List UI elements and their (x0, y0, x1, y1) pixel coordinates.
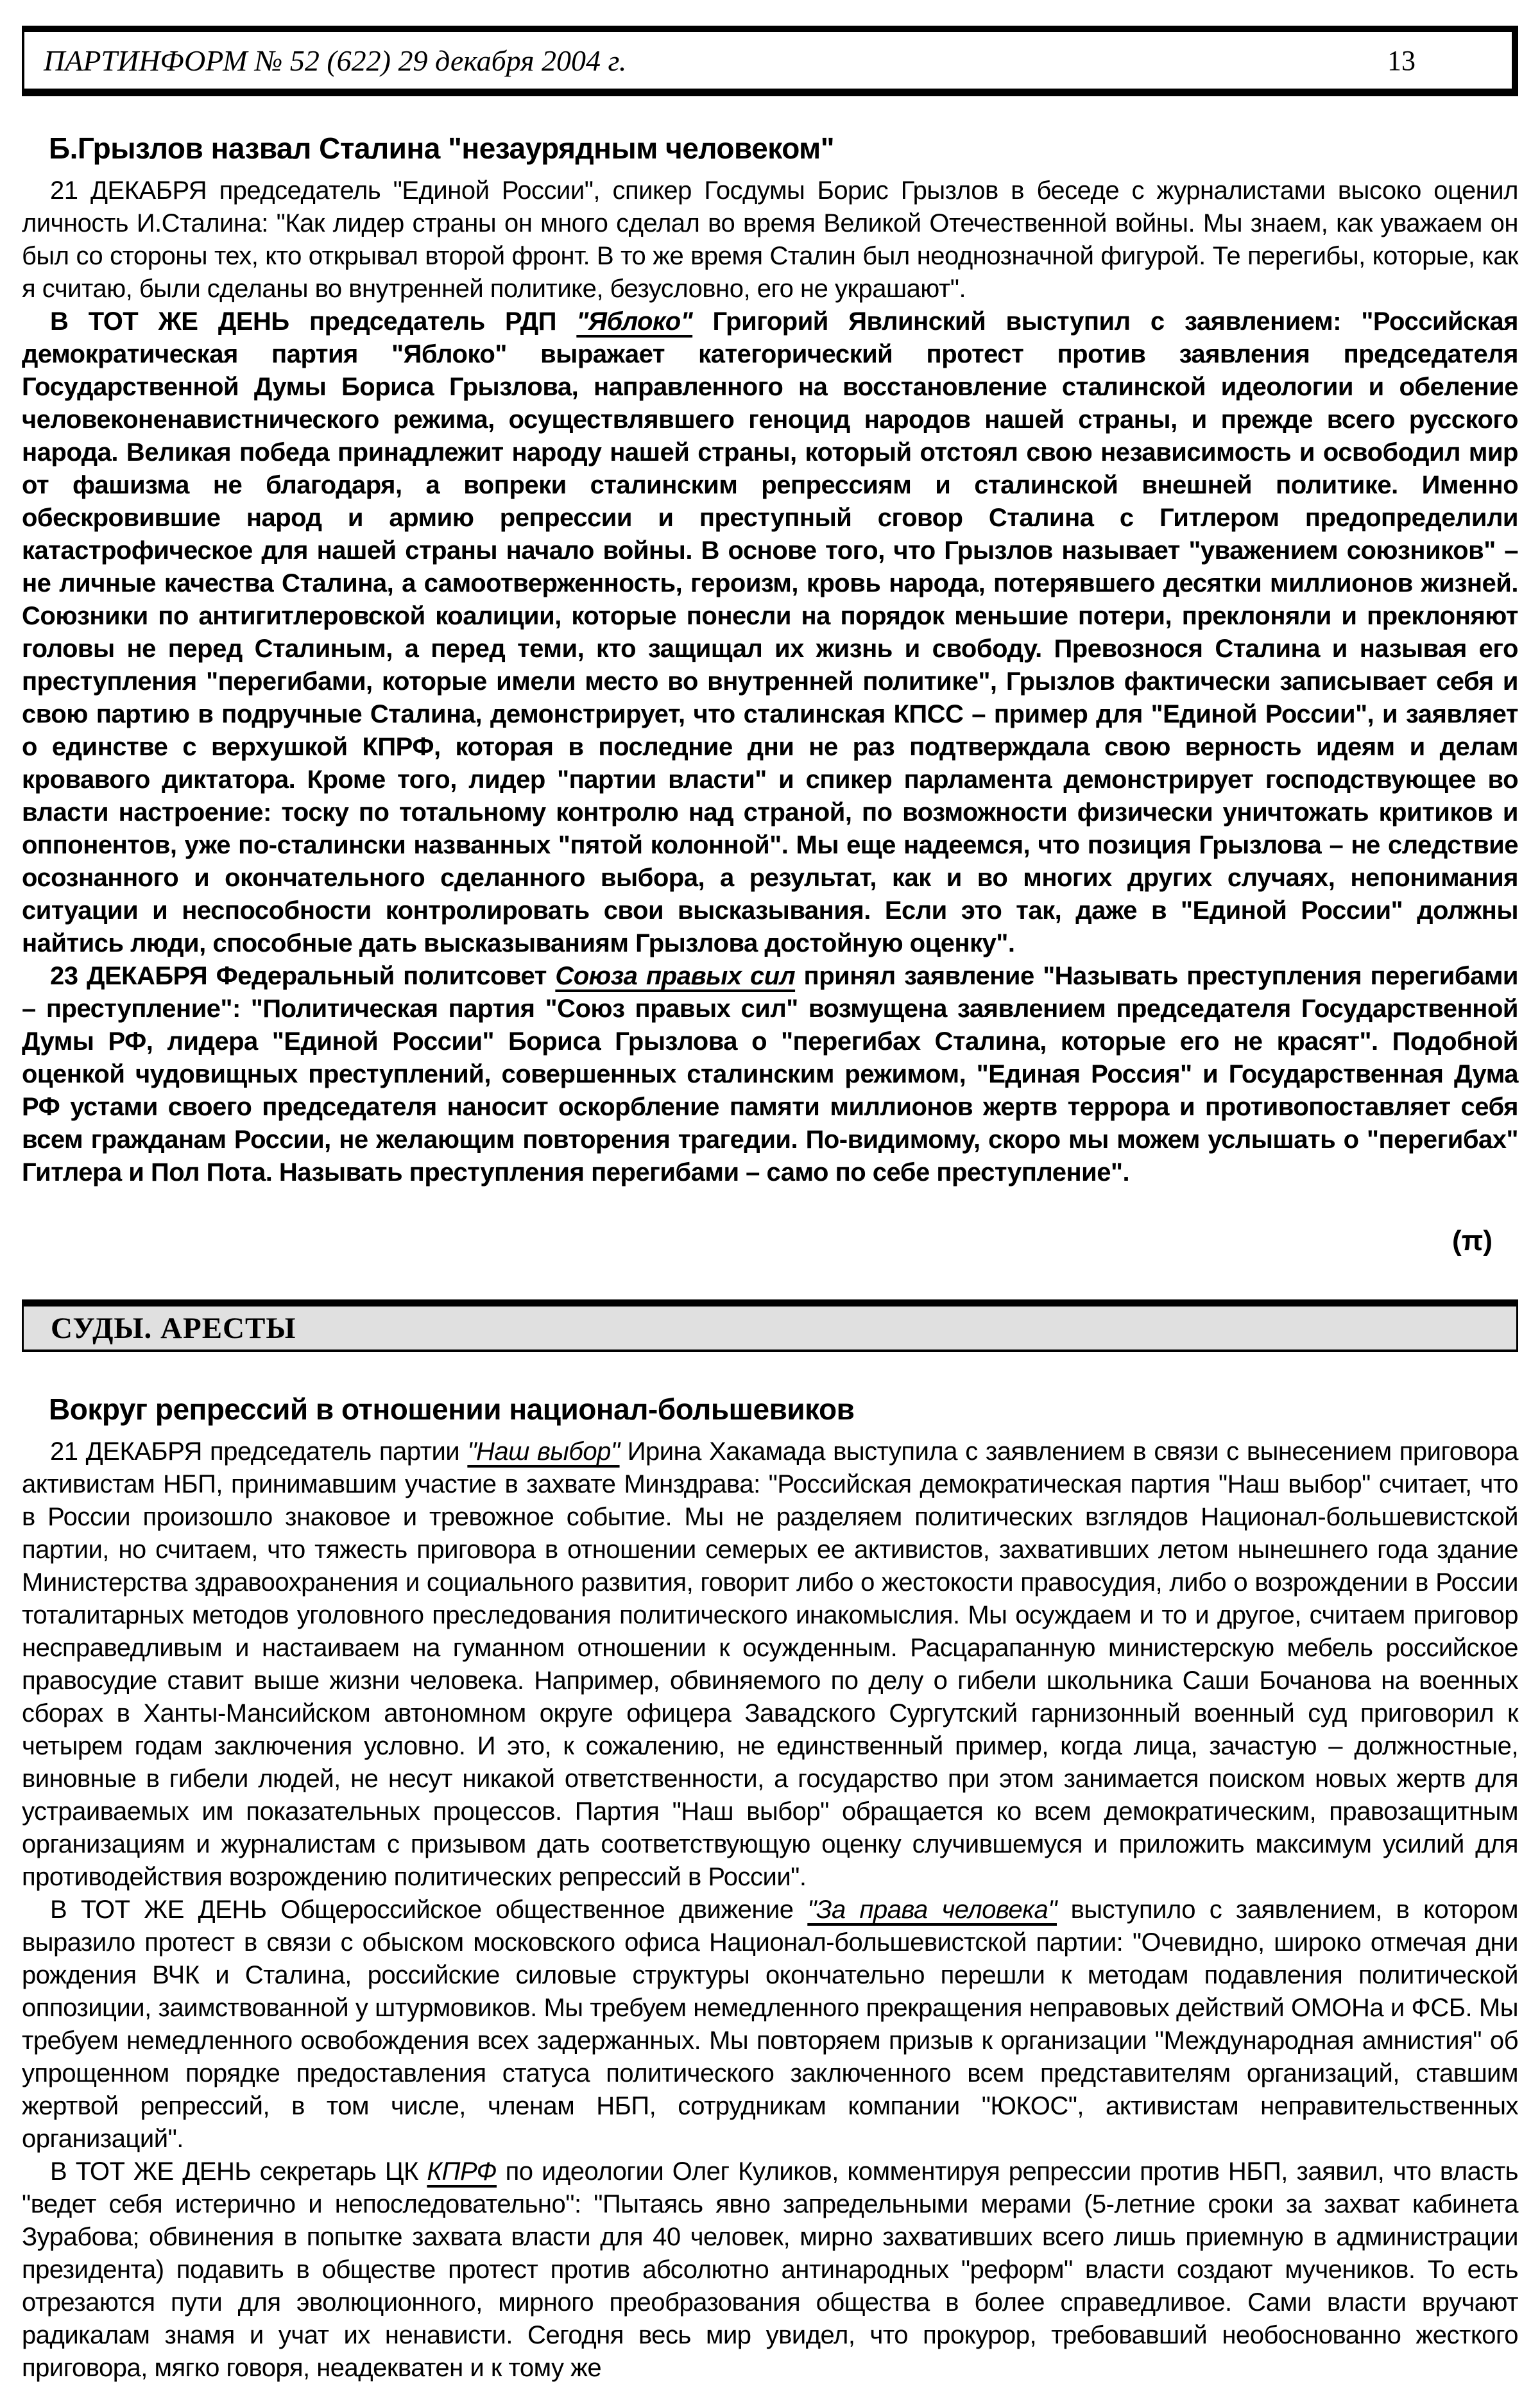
text-segment: 23 ДЕКАБРЯ Федеральный политсовет (50, 962, 556, 990)
newsletter-title: ПАРТИНФОРМ № 52 (622) 29 декабря 2004 г. (44, 44, 627, 77)
underlined-org-name: "Яблоко" (576, 307, 693, 336)
text-segment: В ТОТ ЖЕ ДЕНЬ Общероссийское общественное движение (50, 1896, 808, 1924)
underlined-org-name: КПРФ (427, 2157, 497, 2186)
page-number: 13 (1387, 44, 1416, 76)
text-segment: В ТОТ ЖЕ ДЕНЬ секретарь ЦК (50, 2157, 427, 2186)
text-segment: выступило с заявлением, в котором выразило протест в связи с обыском московского офиса Национал-большевистской партии: "Очевидно, широко отмечая дни рождения ВЧК и Сталина, российские силовые структуры окончательно перешли к методам подавления политической оппозиции, заимствованной у штурмовиков. Мы требуем немедленного прекращения неправовых действий ОМОНа и ФСБ. Мы требуем немедленного освобождения всех задержанных. Мы повторяем призыв к организации "Международная амнистия" об упрощенном порядке предоставления статуса политического заключенного всем представителям организаций, ставшим жертвой репрессий, в том числе, членам НБП, сотрудникам компании "ЮКОС", активистам неправительственных организаций". (22, 1896, 1518, 2153)
article-heading: Б.Грызлов назвал Сталина "незаурядным человеком" (49, 132, 835, 165)
paragraph (22, 305, 1518, 960)
text-segment: 21 ДЕКАБРЯ председатель партии (50, 1437, 468, 1466)
article-nbp-repressions (22, 1392, 1518, 2382)
text-segment: по идеологии Олег Куликов, комментируя репрессии против НБП, заявил, что власть "ведет себя истерично и непоследовательно": "Пытаясь явно запредельными мерами (5-летние сроки за захват кабинета Зурабова; обвинения в попытке захвата власти для 40 человек, мирно захвативших всего лишь приемную в администрации президента) подавить в обществе протест против абсолютно антинародных "реформ" власти создают мучеников. То есть отрезаются пути для эволюционного, мирного преобразования общества в более справедливое. Сами власти вручают радикалам знамя и учат их ненависти. Сегодня весь мир увидел, что прокурор, требовавший необоснованно жесткого приговора, мягко говоря, неадекватен и к тому же (22, 2157, 1518, 2382)
underlined-org-name: Союза правых сил (555, 962, 796, 990)
pi-signature: (π) (1452, 1225, 1493, 1256)
paragraph (22, 960, 1518, 1189)
article-gryzlov-stalin (22, 131, 1518, 1257)
text-segment: Ирина Хакамада выступила с заявлением в связи с вынесением приговора активистам НБП, принимавшим участие в захвате Минздрава: "Российская демократическая партия "Наш выбор" считает, что в России произошло знаковое и тревожное событие. Мы не разделяем политических взглядов Национал-большевистской партии, но считаем, что тяжесть приговора в отношении семерых ее активистов, захвативших летом нынешнего года здание Министерства здравоохранения и социального развития, говорит либо о жестокости правосудия, либо о возрождении в России тоталитарных методов уголовного преследования политического инакомыслия. Мы осуждаем и то и другое, считаем приговор несправедливым и настаиваем на гуманном отношении к осужденным. Расцарапанную министерскую мебель российское правосудие ставит выше жизни человека. Например, обвиняемого по делу о гибели школьника Саши Бочанова на военных сборах в Ханты-Мансийском автономном округе офицера Завадского Сургутский гарнизонный военный суд приговорил к четырем годам заключения условно. И это, к сожалению, не единственный пример, когда лица, зачастую – должностные, виновные в гибели людей, не несут никакой ответственности, а государство при этом занимается поиском новых жертв для устраиваемых им показательных процессов. Партия "Наш выбор" обращается ко всем демократическим, правозащитным организациям и журналистам с призывом дать соответствующую оценку случившемуся и приложить максимум усилий для противодействия возрождению политических репрессий в России". (22, 1437, 1519, 1891)
page-header (22, 26, 1518, 96)
section-header (22, 1299, 1518, 1352)
text-segment: принял заявление "Называть преступления перегибами – преступление": "Политическая партия "Союз правых сил" возмущена заявлением председателя Государственной Думы РФ, лидера "Единой России" Бориса Грызлова о "перегибах Сталина, которые его не красят". Подобной оценкой чудовищных преступлений, совершенных сталинским режимом, "Единая Россия" и Государственная Дума РФ устами своего председателя наносит оскорбление памяти миллионов жертв террора и противопоставляет себя всем гражданам России, не желающим повторения трагедии. По-видимому, скоро мы можем услышать о "перегибах" Гитлера и Пол Пота. Называть преступления перегибами – само по себе преступление". (22, 962, 1518, 1187)
paragraph (22, 1894, 1518, 2155)
underlined-org-name: "За права человека" (807, 1896, 1057, 1924)
paragraph (22, 2155, 1518, 2382)
underlined-org-name: "Наш выбор" (467, 1437, 620, 1466)
paragraph (22, 1435, 1518, 1894)
text-segment: В ТОТ ЖЕ ДЕНЬ председатель РДП (50, 307, 577, 336)
paragraph: 21 ДЕКАБРЯ председатель "Единой России", спикер Госдумы Борис Грызлов в беседе с журналистами высоко оценил личность И.Сталина: "Как лидер страны он много сделал во время Великой Отечественной войны. Мы знаем, как уважаем он был со стороны тех, кто открывал второй фронт. В то же время Сталин был неоднозначной фигурой. Те перегибы, которые, как я считаю, были сделаны во внутренней политике, безусловно, его не украшают". (22, 176, 1518, 303)
text-segment: Григорий Явлинский выступил с заявлением: "Российская демократическая партия "Яблоко" выражает категорический протест против заявления председателя Государственной Думы Бориса Грызлова, направленного на восстановление сталинской идеологии и обеление человеконенавистнического режима, осуществлявшего геноцид народов нашей страны, и прежде всего русского народа. Великая победа принадлежит народу нашей страны, который отстоял свою независимость и освободил мир от фашизма не благодаря, а вопреки сталинским репрессиям и сталинской внешней политике. Именно обескровившие народ и армию репрессии и преступный сговор Сталина с Гитлером предопределили катастрофическое для нашей страны начало войны. В основе того, что Грызлов называет "уважением союзников" – не личные качества Сталина, а самоотверженность, героизм, кровь народа, потерявшего десятки миллионов жизней. Союзники по антигитлеровской коалиции, которые понесли на порядок меньшие потери, преклоняли и преклоняют головы не перед Сталиным, а перед теми, кто защищал их жизнь и свободу. Превознося Сталина и называя его преступления "перегибами, которые имели место во внутренней политике", Грызлов фактически записывает себя и свою партию в подручные Сталина, демонстрирует, что сталинская КПСС – пример для "Единой России", и заявляет о единстве с верхушкой КПРФ, которая в последние дни не раз подтверждала свою верность идеям и делам кровавого диктатора. Кроме того, лидер "партии власти" и спикер парламента демонстрирует господствующее во власти настроение: тоску по тотальному контролю над страной, по возможности физически уничтожать критиков и оппонентов, уже по-сталински названных "пятой колонной". Мы еще надеемся, что позиция Грызлова – не следствие осознанного и окончательного сделанного выбора, а результат, как и во многих других случаях, непонимания ситуации и неспособности контролировать свои высказывания. Если это так, даже в "Единой России" должны найтись люди, способные дать высказываниям Грызлова достойную оценку". (22, 307, 1518, 957)
article-heading: Вокруг репрессий в отношении национал-большевиков (49, 1392, 855, 1426)
section-title: СУДЫ. АРЕСТЫ (51, 1311, 296, 1345)
